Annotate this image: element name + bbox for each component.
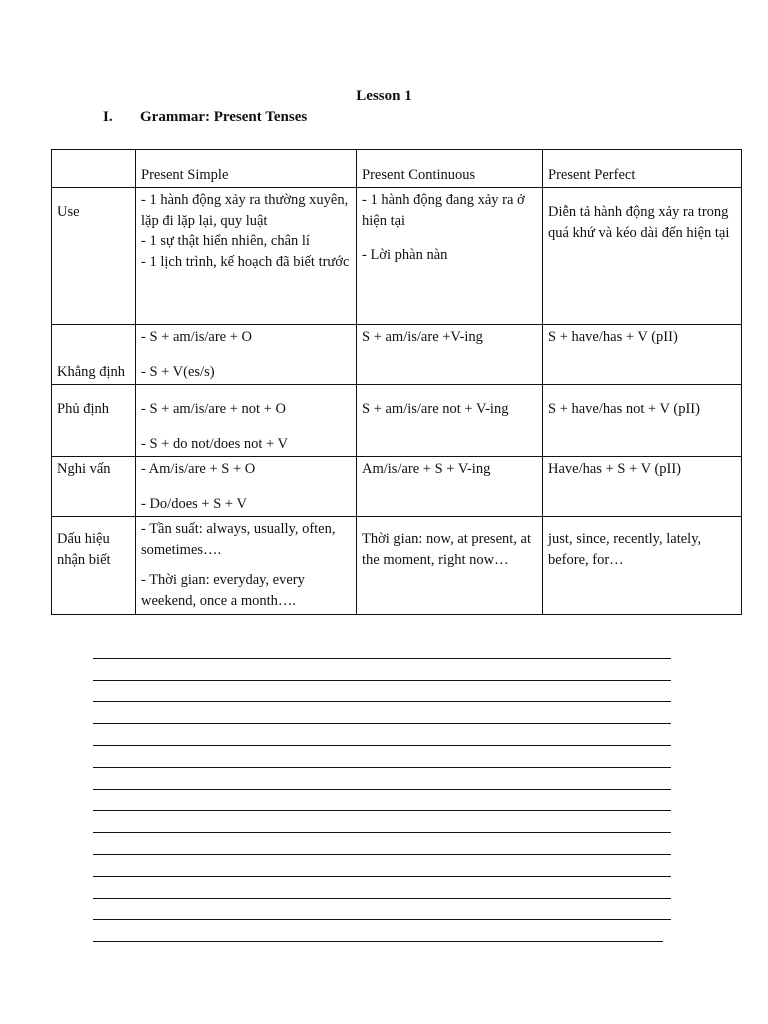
cell-line: - S + am/is/are + O <box>141 329 252 345</box>
cell-interrogative-perfect: Have/has + S + V (pII) <box>543 457 742 517</box>
cell-use-continuous <box>357 188 543 325</box>
writing-line <box>93 702 671 724</box>
writing-line <box>93 637 671 659</box>
writing-line <box>93 790 671 812</box>
writing-line <box>93 855 671 877</box>
writing-line <box>93 920 663 942</box>
cell-affirmative-simple <box>136 325 357 385</box>
cell-use-simple <box>136 188 357 325</box>
cell-signals-perfect: just, since, recently, lately, before, for… <box>543 517 742 615</box>
cell-line: - 1 hành động xảy ra thường xuyên, lặp đi lặp lại, quy luật <box>141 192 349 229</box>
table-row-signals <box>52 517 742 615</box>
cell-use-perfect <box>543 188 742 325</box>
cell-affirmative-perfect: S + have/has + V (pII) <box>543 325 742 385</box>
cell-signals-simple <box>136 517 357 615</box>
cell-signals-continuous: Thời gian: now, at present, at the moment, right now… <box>357 517 543 615</box>
row-label-use: Use <box>52 188 136 325</box>
writing-line <box>93 681 671 703</box>
cell-affirmative-continuous: S + am/is/are +V-ing <box>357 325 543 385</box>
table-row-affirmative <box>52 325 742 385</box>
grammar-table <box>51 149 742 615</box>
cell-interrogative-continuous: Am/is/are + S + V-ing <box>357 457 543 517</box>
lesson-title: Lesson 1 <box>356 88 412 104</box>
row-label-signals: Dấu hiệu nhận biết <box>52 517 136 615</box>
writing-lines <box>93 637 671 942</box>
cell-line: - S + am/is/are + not + O <box>141 401 286 417</box>
cell-line: - Thời gian: everyday, every weekend, once a month…. <box>141 572 305 609</box>
writing-line <box>93 724 671 746</box>
header-present-perfect: Present Perfect <box>543 150 742 188</box>
header-present-simple: Present Simple <box>136 150 357 188</box>
table-header-row <box>52 150 742 188</box>
table-row-negative <box>52 385 742 457</box>
cell-line: - 1 lịch trình, kế hoạch đã biết trước <box>141 253 350 270</box>
cell-line: Diễn tả hành động xảy ra trong quá khứ và kéo dài đến hiện tại <box>548 204 730 241</box>
writing-line <box>93 833 671 855</box>
cell-line: - Lời phàn nàn <box>362 247 448 263</box>
row-label-affirmative: Khẳng định <box>52 325 136 385</box>
writing-line <box>93 811 671 833</box>
header-present-continuous: Present Continuous <box>357 150 543 188</box>
cell-line: - S + V(es/s) <box>141 363 215 380</box>
header-cell-empty <box>52 150 136 188</box>
cell-line: - S + do not/does not + V <box>141 435 288 452</box>
row-label-negative: Phủ định <box>52 385 136 457</box>
section-heading <box>103 109 307 126</box>
cell-line: - 1 sự thật hiển nhiên, chân lí <box>141 233 310 249</box>
cell-line: - Do/does + S + V <box>141 495 247 512</box>
cell-line: - 1 hành động đang xảy ra ở hiện tại <box>362 192 525 229</box>
table-row-use <box>52 188 742 325</box>
row-label-interrogative: Nghi vấn <box>52 457 136 517</box>
writing-line <box>93 659 671 681</box>
table-row-interrogative <box>52 457 742 517</box>
cell-interrogative-simple <box>136 457 357 517</box>
cell-negative-continuous: S + am/is/are not + V-ing <box>357 385 543 457</box>
writing-line <box>93 768 671 790</box>
writing-line <box>93 746 671 768</box>
cell-negative-simple <box>136 385 357 457</box>
cell-negative-perfect: S + have/has not + V (pII) <box>543 385 742 457</box>
section-number: I. <box>103 109 113 125</box>
writing-line <box>93 877 671 899</box>
section-title: Grammar: Present Tenses <box>140 109 308 125</box>
cell-line: - Am/is/are + S + O <box>141 461 256 477</box>
cell-line: - Tần suất: always, usually, often, sometimes…. <box>141 521 336 558</box>
writing-line <box>93 899 671 921</box>
